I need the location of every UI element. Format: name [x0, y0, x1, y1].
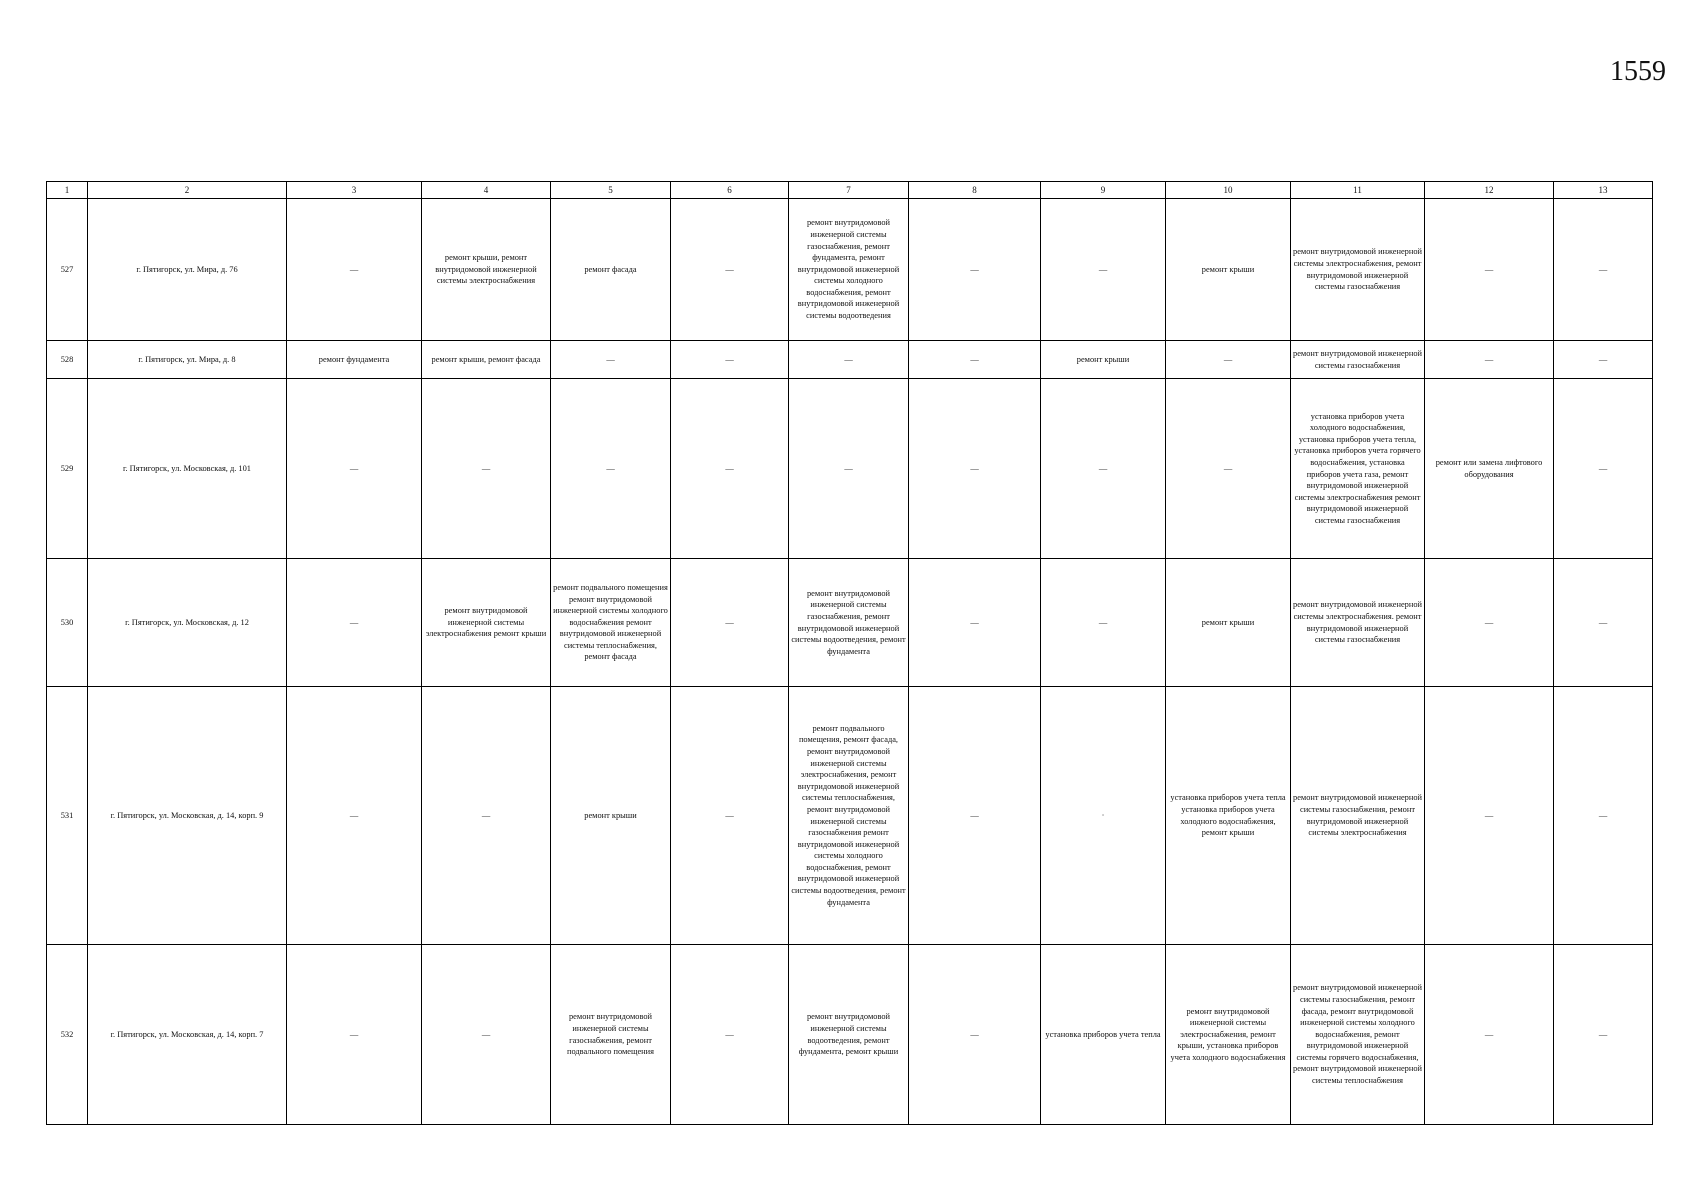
table-cell: — — [1425, 945, 1554, 1125]
address-cell: г. Пятигорск, ул. Мира, д. 8 — [88, 341, 287, 379]
table-cell: ремонт или замена лифтового оборудования — [1425, 379, 1554, 559]
table-cell: установка приборов учета холодного водоснабжения, установка приборов учета тепла, установка приборов учета горячего водоснабжения, установка приборов учета газа, ремонт внутридомовой инженерной системы электроснабжения ремонт внутридомовой инженерной системы газоснабжения — [1291, 379, 1425, 559]
address-cell: г. Пятигорск, ул. Московская, д. 12 — [88, 559, 287, 687]
column-header: 11 — [1291, 182, 1425, 199]
table-cell: ремонт внутридомовой инженерной системы газоснабжения, ремонт фундамента, ремонт внутридомовой инженерной системы холодного водоснабжения, ремонт внутридомовой инженерной системы водоотведения — [789, 199, 909, 341]
table-cell: — — [551, 379, 671, 559]
table-cell: — — [671, 379, 789, 559]
table-cell: ремонт внутридомовой инженерной системы электроснабжения ремонт крыши — [422, 559, 551, 687]
address-cell: г. Пятигорск, ул. Московская, д. 101 — [88, 379, 287, 559]
table-cell: — — [287, 945, 422, 1125]
table-cell: ремонт внутридомовой инженерной системы водоотведения, ремонт фундамента, ремонт крыши — [789, 945, 909, 1125]
table-cell: — — [789, 379, 909, 559]
table-cell: — — [671, 687, 789, 945]
table-cell: — — [909, 379, 1041, 559]
table-cell: — — [1425, 199, 1554, 341]
row-number: 527 — [47, 199, 88, 341]
row-number: 528 — [47, 341, 88, 379]
table-cell: — — [1041, 379, 1166, 559]
table-cell: ремонт крыши — [551, 687, 671, 945]
column-header: 8 — [909, 182, 1041, 199]
table-cell: — — [909, 341, 1041, 379]
table-cell: ремонт подвального помещения, ремонт фасада, ремонт внутридомовой инженерной системы электроснабжения, ремонт внутридомовой инженерной системы теплоснабжения, ремонт внутридомовой инженерной системы газоснабжения ремонт внутридомовой инженерной системы холодного водоснабжения, ремонт внутридомовой инженерной системы водоотведения, ремонт фундамента — [789, 687, 909, 945]
repair-schedule-table — [46, 181, 1653, 1125]
table-cell: — — [671, 945, 789, 1125]
row-number: 529 — [47, 379, 88, 559]
address-cell: г. Пятигорск, ул. Мира, д. 76 — [88, 199, 287, 341]
table-cell: — — [1554, 945, 1653, 1125]
table-cell: ремонт внутридомовой инженерной системы газоснабжения, ремонт внутридомовой инженерной системы электроснабжения — [1291, 687, 1425, 945]
table-cell: — — [1554, 379, 1653, 559]
table-cell: — — [1425, 687, 1554, 945]
table-cell: ремонт крыши — [1166, 559, 1291, 687]
column-header: 9 — [1041, 182, 1166, 199]
table-cell: — — [789, 341, 909, 379]
table-row — [47, 379, 1653, 559]
table-cell: — — [1554, 341, 1653, 379]
table-cell: ремонт фундамента — [287, 341, 422, 379]
address-cell: г. Пятигорск, ул. Московская, д. 14, корп. 9 — [88, 687, 287, 945]
row-number: 532 — [47, 945, 88, 1125]
table-cell: — — [1041, 559, 1166, 687]
table-cell: — — [287, 559, 422, 687]
table-cell: — — [1425, 341, 1554, 379]
table-row — [47, 341, 1653, 379]
table-row — [47, 945, 1653, 1125]
address-cell: г. Пятигорск, ул. Московская, д. 14, корп. 7 — [88, 945, 287, 1125]
column-header: 1 — [47, 182, 88, 199]
table-cell: — — [1166, 341, 1291, 379]
column-header: 2 — [88, 182, 287, 199]
table-cell: — — [671, 341, 789, 379]
table-cell: ремонт внутридомовой инженерной системы электроснабжения. ремонт внутридомовой инженерной системы газоснабжения — [1291, 559, 1425, 687]
table-cell: — — [1425, 559, 1554, 687]
table-cell: — — [287, 687, 422, 945]
table-cell: ремонт внутридомовой инженерной системы газоснабжения — [1291, 341, 1425, 379]
table-row — [47, 559, 1653, 687]
table-cell: — — [287, 199, 422, 341]
table-cell: ремонт внутридомовой инженерной системы газоснабжения, ремонт фасада, ремонт внутридомовой инженерной системы холодного водоснабжения, ремонт внутридомовой инженерной системы горячего водоснабжения, ремонт внутридомовой инженерной системы теплоснабжения — [1291, 945, 1425, 1125]
table-cell: ремонт крыши — [1041, 341, 1166, 379]
table-cell: — — [422, 945, 551, 1125]
table-cell: ремонт крыши — [1166, 199, 1291, 341]
table-row — [47, 687, 1653, 945]
table-cell: ремонт фасада — [551, 199, 671, 341]
table-row — [47, 199, 1653, 341]
table-cell: — — [909, 559, 1041, 687]
table-cell: — — [287, 379, 422, 559]
column-header: 5 — [551, 182, 671, 199]
table-cell: установка приборов учета тепла — [1041, 945, 1166, 1125]
table-cell: — — [1041, 199, 1166, 341]
table-cell: — — [551, 341, 671, 379]
table-cell: — — [422, 687, 551, 945]
table-cell: — — [1554, 559, 1653, 687]
row-number: 531 — [47, 687, 88, 945]
column-header: 6 — [671, 182, 789, 199]
table-cell: ремонт подвального помещения ремонт внутридомовой инженерной системы холодного водоснабжения ремонт внутридомовой инженерной системы теплоснабжения, ремонт фасада — [551, 559, 671, 687]
column-number-header — [47, 182, 1653, 199]
column-header: 10 — [1166, 182, 1291, 199]
table-cell: — — [1166, 379, 1291, 559]
table-cell: — — [909, 687, 1041, 945]
column-header: 3 — [287, 182, 422, 199]
column-header: 12 — [1425, 182, 1554, 199]
table-cell: — — [671, 559, 789, 687]
table-cell: — — [1554, 199, 1653, 341]
table-cell: ремонт крыши, ремонт внутридомовой инженерной системы электроснабжения — [422, 199, 551, 341]
table-cell: ремонт крыши, ремонт фасада — [422, 341, 551, 379]
table-cell: ремонт внутридомовой инженерной системы электроснабжения, ремонт внутридомовой инженерной системы газоснабжения — [1291, 199, 1425, 341]
row-number: 530 — [47, 559, 88, 687]
table-cell: — — [422, 379, 551, 559]
table-cell: — — [671, 199, 789, 341]
table-cell: · — [1041, 687, 1166, 945]
page-number: 1559 — [1610, 56, 1666, 87]
table-cell: — — [909, 199, 1041, 341]
column-header: 7 — [789, 182, 909, 199]
table-cell: ремонт внутридомовой инженерной системы газоснабжения, ремонт подвального помещения — [551, 945, 671, 1125]
column-header: 13 — [1554, 182, 1653, 199]
table-cell: ремонт внутридомовой инженерной системы электроснабжения, ремонт крыши, установка приборов учета холодного водоснабжения — [1166, 945, 1291, 1125]
column-header: 4 — [422, 182, 551, 199]
table-cell: установка приборов учета тепла установка приборов учета холодного водоснабжения, ремонт крыши — [1166, 687, 1291, 945]
table-cell: — — [909, 945, 1041, 1125]
table-cell: ремонт внутридомовой инженерной системы газоснабжения, ремонт внутридомовой инженерной системы водоотведения, ремонт фундамента — [789, 559, 909, 687]
table-cell: — — [1554, 687, 1653, 945]
